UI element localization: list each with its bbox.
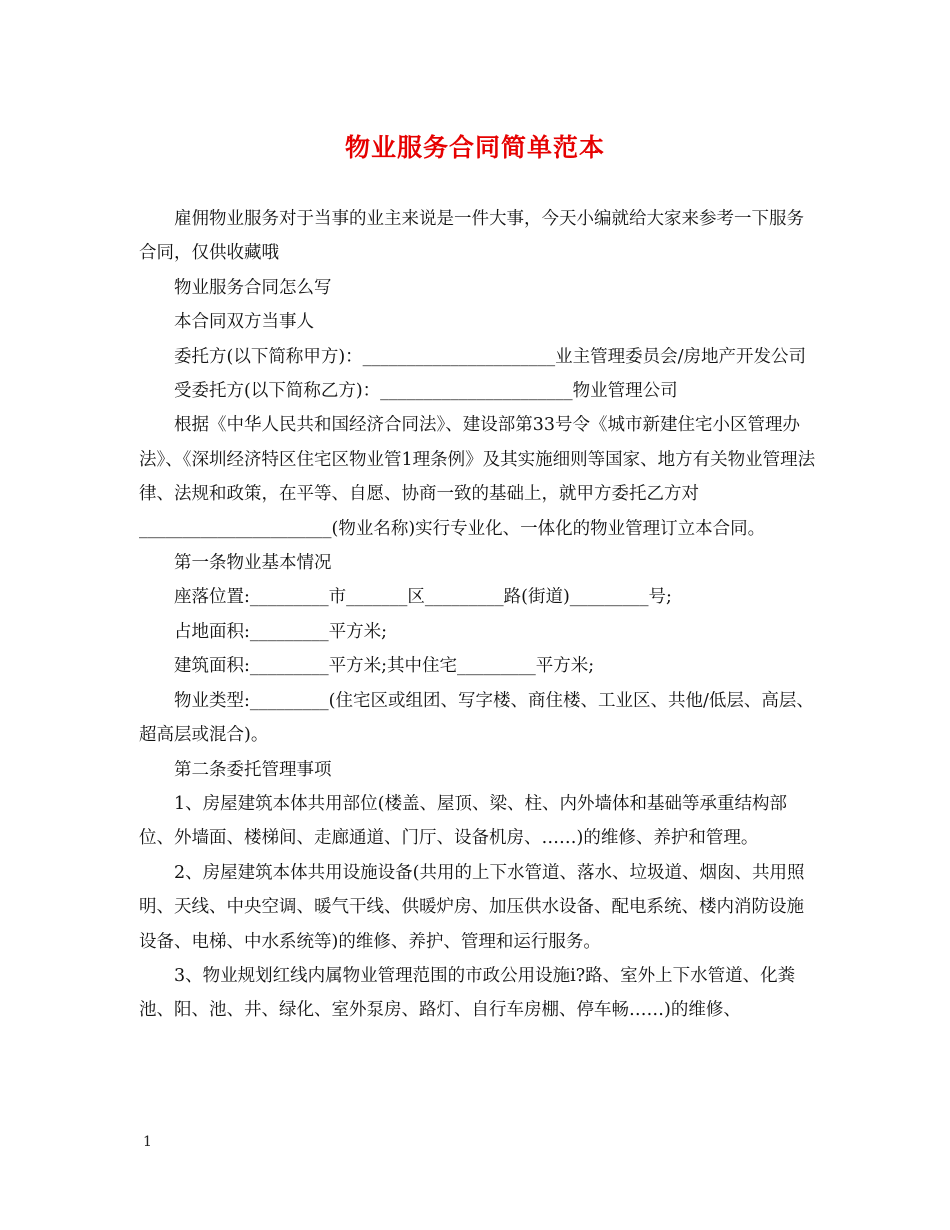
paragraph-building-area: 建筑面积:_________平方米;其中住宅_________平方米; bbox=[174, 656, 595, 677]
paragraph-parties-heading: 本合同双方当事人 bbox=[174, 312, 314, 333]
paragraph-item-1: 1、房屋建筑本体共用部位(楼盖、屋顶、梁、柱、内外墙体和基础等承重结构部位、外墙面、楼梯间、走廊通道、门厅、设备机房、……)的维修、养护和管理。 bbox=[139, 793, 787, 849]
article-1-heading: 第一条物业基本情况 bbox=[174, 553, 332, 574]
paragraph-item-3: 3、物业规划红线内属物业管理范围的市政公用设施i?路、室外上下水管道、化粪池、阳、池、井、绿化、室外泵房、路灯、自行车房棚、停车畅……)的维修、 bbox=[139, 965, 796, 1021]
paragraph-how-to-write: 物业服务合同怎么写 bbox=[174, 277, 332, 298]
document-title: 物业服务合同简单范本 bbox=[344, 133, 605, 162]
page-number: 1 bbox=[143, 1134, 152, 1150]
paragraph-land-area: 占地面积:_________平方米; bbox=[174, 621, 388, 642]
paragraph-item-2: 2、房屋建筑本体共用设施设备(共用的上下水管道、落水、垃圾道、烟囱、共用照明、天线、中央空调、暖气干线、供暖炉房、加压供水设备、配电系统、楼内消防设施设备、电梯、中水系统等)的维修、养护、管理和运行服务。 bbox=[139, 862, 805, 952]
paragraph-legal-basis: 根据《中华人民共和国经济合同法》、建设部第33号令《城市新建住宅小区管理办法》、《深圳经济特区住宅区物业管1理条例》及其实施细则等国家、地方有关物业管理法律、法规和政策，在平等、自愿、协商一致的基础上，就甲方委托乙方对______________________(物业名称)实行专业化、一体化的物业管理订立本合同。 bbox=[139, 415, 816, 539]
article-2-heading: 第二条委托管理事项 bbox=[174, 759, 332, 780]
paragraph-property-type: 物业类型:_________(住宅区或组团、写字楼、商住楼、工业区、共他/低层、高层、超高层或混合)。 bbox=[139, 690, 814, 746]
paragraph-intro: 雇佣物业服务对于当事的业主来说是一件大事，今天小编就给大家来参考一下服务合同，仅供收藏哦 bbox=[139, 209, 804, 264]
paragraph-party-a: 委托方(以下简称甲方)：______________________业主管理委员会/房地产开发公司 bbox=[174, 346, 807, 367]
document-body bbox=[139, 202, 821, 1028]
paragraph-location: 座落位置:_________市_______区_________路(街道)_________号; bbox=[174, 587, 672, 608]
paragraph-party-b: 受委托方(以下简称乙方)：______________________物业管理公司 bbox=[174, 381, 678, 402]
